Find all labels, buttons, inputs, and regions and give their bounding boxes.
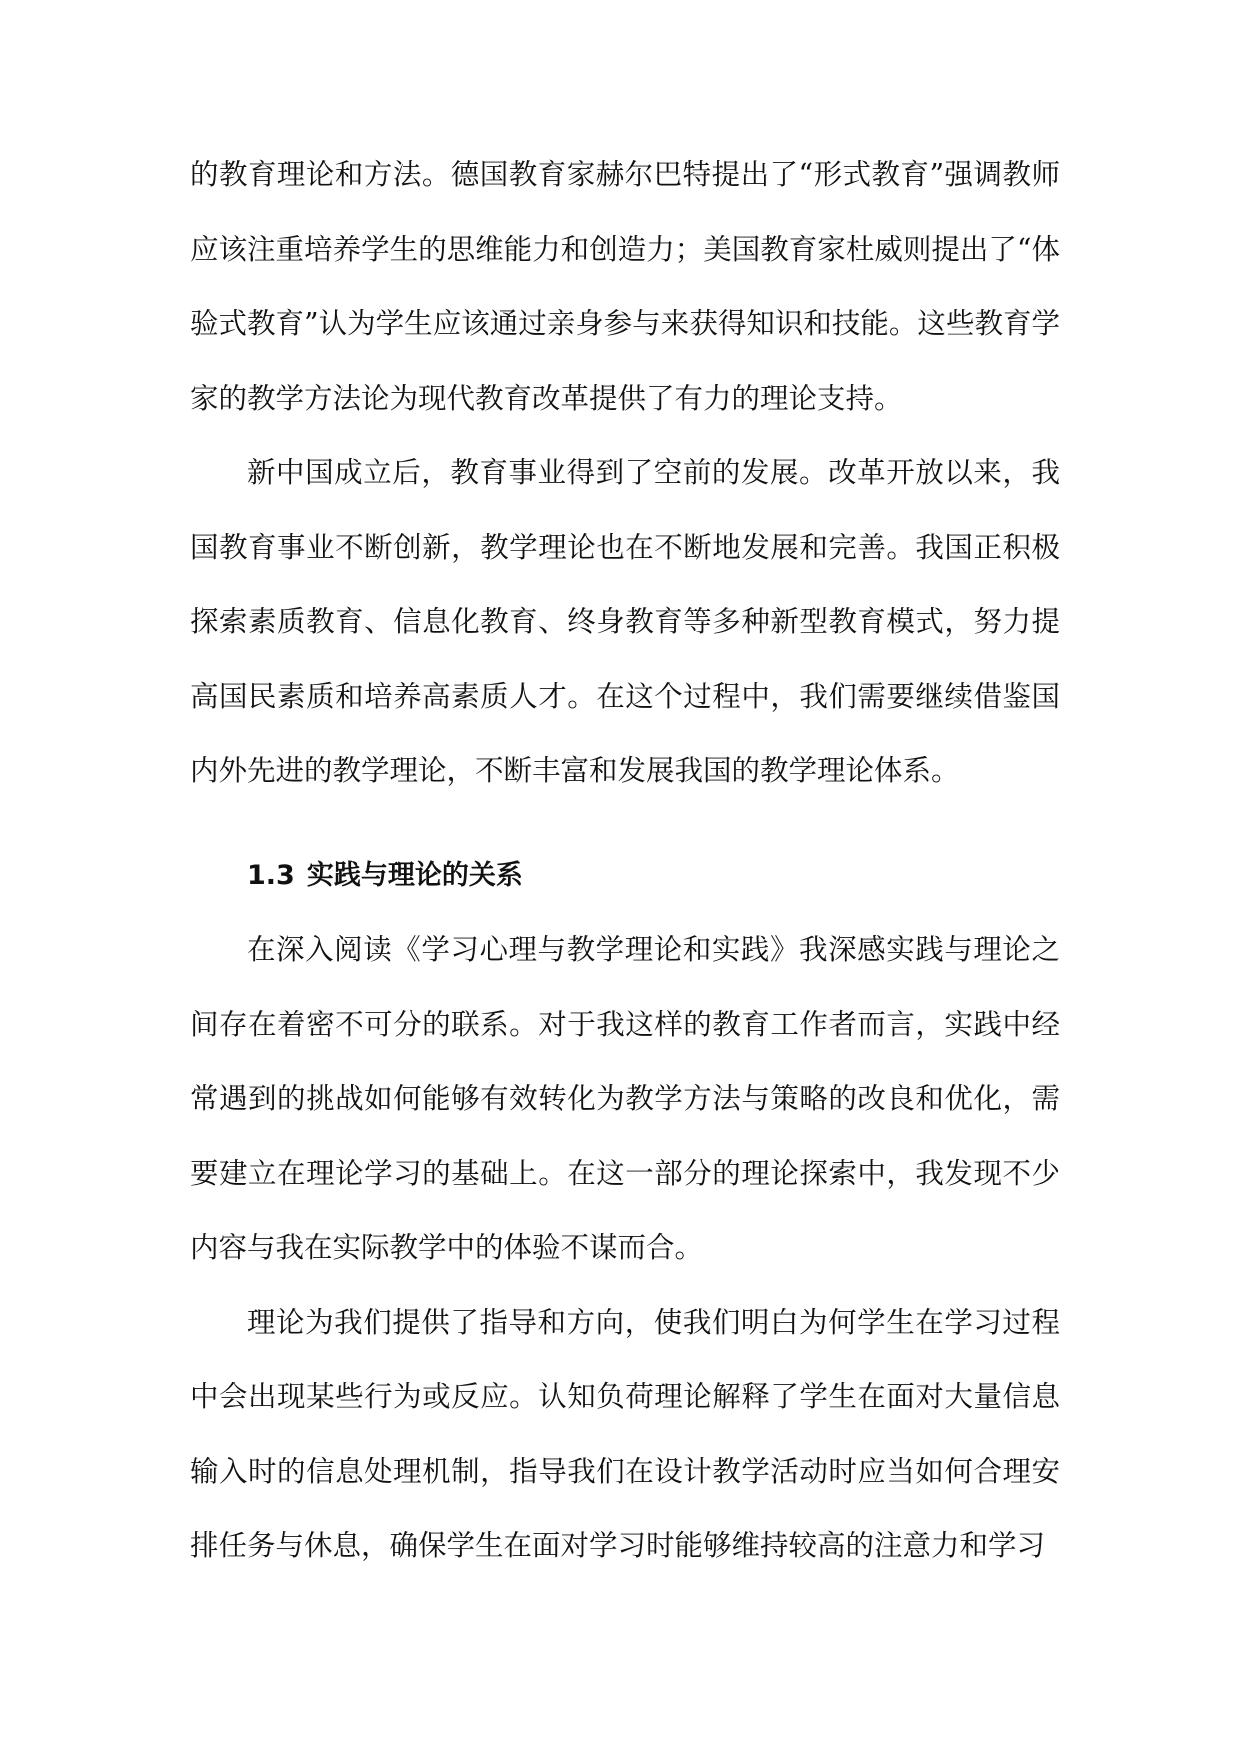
document-body bbox=[190, 138, 1060, 1584]
section-heading bbox=[190, 839, 1060, 914]
paragraph-practice-theory: 在深入阅读《学习心理与教学理论和实践》我深感实践与理论之间存在着密不可分的联系。对于我这样的教育工作者而言，实践中经常遇到的挑战如何能够有效转化为教学方法与策略的改良和优化，需要建立在理论学习的基础上。在这一部分的理论探索中，我发现不少内容与我在实际教学中的体验不谋而合。 bbox=[190, 933, 1060, 1264]
section-number: 1.3 bbox=[247, 859, 295, 891]
section-title: 实践与理论的关系 bbox=[306, 859, 523, 891]
paragraph-continuation: 的教育理论和方法。德国教育家赫尔巴特提出了“形式教育”强调教师应该注重培养学生的思维能力和创造力；美国教育家杜威则提出了“体验式教育”认为学生应该通过亲身参与来获得知识和技能。这些教育学家的教学方法论为现代教育改革提供了有力的理论支持。 bbox=[190, 158, 1060, 415]
paragraph-theory-guidance: 理论为我们提供了指导和方向，使我们明白为何学生在学习过程中会出现某些行为或反应。认知负荷理论解释了学生在面对大量信息输入时的信息处理机制，指导我们在设计教学活动时应当如何合理安排任务与休息，确保学生在面对学习时能够维持较高的注意力和学习 bbox=[190, 1305, 1060, 1562]
paragraph-new-china-education: 新中国成立后，教育事业得到了空前的发展。改革开放以来，我国教育事业不断创新，教学理论也在不断地发展和完善。我国正积极探索素质教育、信息化教育、终身教育等多种新型教育模式，努力提高国民素质和培养高素质人才。在这个过程中，我们需要继续借鉴国内外先进的教学理论，不断丰富和发展我国的教学理论体系。 bbox=[190, 456, 1060, 787]
